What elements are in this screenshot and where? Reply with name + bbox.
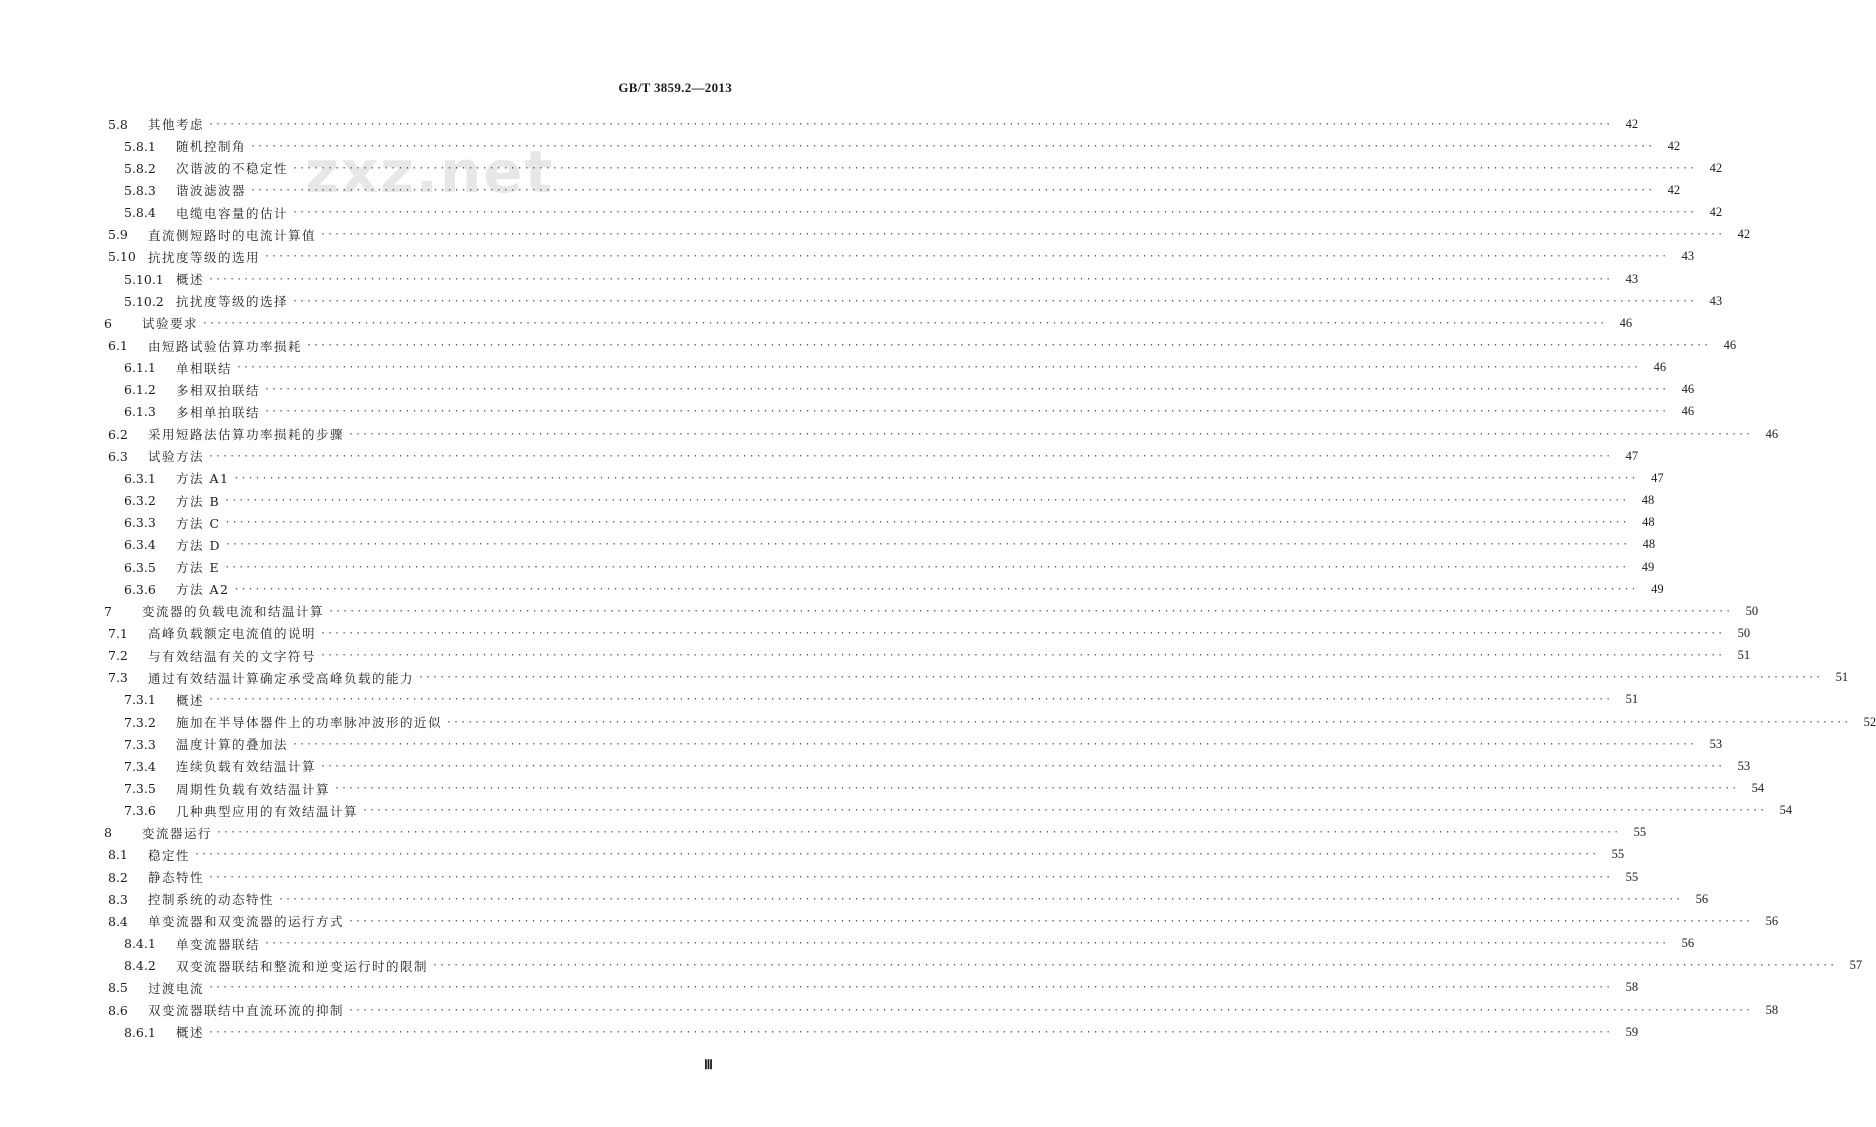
toc-entry[interactable] [108,336,1737,356]
toc-entry-page: 47 [1651,470,1664,485]
toc-entry-title: 抗扰度等级的选择 [176,294,289,310]
toc-entry[interactable] [108,668,1849,688]
toc-entry-page: 50 [1745,603,1759,618]
toc-leader-dots: ········································································································································································································ [292,162,1697,174]
toc-entry-number: 6 [104,315,112,331]
toc-entry-title: 方法 C [176,515,221,531]
toc-entry-page: 57 [1849,958,1863,973]
toc-entry-title: 与有效结温有关的文字符号 [148,648,317,664]
toc-entry[interactable] [124,557,1655,577]
toc-entry-title: 次谐波的不稳定性 [176,161,289,177]
toc-entry-number: 8.6.1 [124,1024,156,1040]
toc-leader-dots: ········································································································································································································ [224,517,1629,529]
toc-entry-title: 双变流器联结和整流和逆变运行时的限制 [176,958,429,974]
toc-leader-dots: ········································································································································································································ [264,384,1669,396]
toc-entry-title: 静态特性 [148,870,205,886]
toc-leader-dots: ········································································································································································································ [202,317,1607,329]
toc-entry-number: 5.10 [108,249,136,265]
toc-entry-number: 8.1 [108,847,128,863]
toc-entry-title: 单变流器联结 [176,936,261,952]
toc-entry[interactable] [108,424,1779,444]
toc-entry[interactable] [124,535,1656,555]
toc-entry-title: 由短路试验估算功率损耗 [148,338,303,354]
toc-entry-page: 46 [1681,382,1695,397]
toc-leader-dots: ········································································································································································································ [348,1004,1753,1016]
toc-entry-page: 59 [1625,1024,1639,1039]
toc-entry[interactable] [108,889,1709,909]
toc-leader-dots: ········································································································································································································ [306,340,1711,351]
toc-leader-dots: ········································································································································································································ [233,472,1638,484]
toc-entry-title: 单相联结 [176,360,233,376]
toc-entry-page: 50 [1737,625,1751,640]
toc-entry-title: 方法 A2 [176,582,230,598]
toc-entry[interactable] [124,380,1695,400]
toc-entry[interactable] [124,291,1723,311]
toc-entry-number: 7.3.6 [124,803,156,819]
toc-entry-page: 42 [1667,138,1681,153]
toc-entry[interactable] [124,158,1723,178]
toc-entry-page: 43 [1625,271,1639,286]
toc-entry-number: 8.4.1 [124,936,156,952]
toc-entry-number: 6.1.1 [124,360,156,376]
toc-entry-number: 8.4 [108,913,128,929]
toc-entry[interactable] [124,934,1695,954]
toc-entry-number: 8 [104,825,112,841]
toc-entry-page: 51 [1737,648,1751,663]
toc-entry-title: 其他考虑 [148,117,205,132]
toc-leader-dots: ········································································································································································································ [264,251,1669,263]
toc-leader-dots: ········································································································································································································ [194,849,1599,861]
toc-entry-page: 48 [1641,493,1655,508]
toc-entry-number: 7.3.5 [124,781,156,796]
toc-entry-page: 51 [1625,692,1639,707]
toc-entry-number: 6.3.4 [124,537,156,553]
toc-entry[interactable] [124,269,1639,289]
toc-leader-dots: ········································································································································································································ [320,229,1725,241]
toc-leader-dots: ········································································································································································································ [320,650,1725,662]
toc-entry-title: 施加在半导体器件上的功率脉冲波形的近似 [176,715,443,731]
toc-entry-page: 56 [1681,936,1695,951]
toc-leader-dots: ········································································································································································································ [208,871,1613,883]
toc-entry-page: 55 [1633,825,1647,840]
toc-entry-number: 8.2 [108,869,128,885]
toc-entry[interactable] [108,867,1639,887]
toc-entry[interactable] [108,247,1695,267]
toc-entry-page: 49 [1641,559,1655,574]
toc-entry[interactable] [124,712,1876,732]
toc-entry[interactable] [108,845,1625,865]
toc-entry-page: 46 [1653,360,1667,375]
toc-entry-title: 谐波滤波器 [176,183,247,199]
toc-leader-dots: ········································································································································································································ [362,805,1767,817]
toc-entry[interactable] [124,734,1723,754]
toc-entry-number: 7.2 [108,648,128,664]
toc-leader-dots: ········································································································································································································ [208,1026,1613,1038]
toc-entry-title: 周期性负载有效结温计算 [176,781,331,797]
toc-entry-page: 56 [1765,913,1779,928]
toc-leader-dots: ········································································································································································································ [208,694,1613,706]
toc-leader-dots: ········································································································································································································ [292,295,1697,307]
toc-entry-number: 6.3.3 [124,515,156,531]
toc-entry-title: 电缆电容量的估计 [176,205,289,221]
toc-leader-dots: ········································································································································································································ [233,583,1638,595]
toc-entry-number: 6.3.2 [124,493,156,509]
toc-entry-title: 连续负载有效结温计算 [176,759,317,775]
toc-entry-number: 7 [104,603,112,619]
toc-leader-dots: ········································································································································································································ [250,140,1655,152]
toc-entry[interactable] [124,1022,1639,1042]
toc-entry-page: 42 [1625,116,1639,131]
toc-entry[interactable] [108,646,1751,666]
toc-entry-page: 47 [1625,448,1639,463]
toc-entry-page: 58 [1765,1002,1779,1017]
toc-entry-page: 53 [1709,736,1723,751]
toc-entry-title: 稳定性 [148,847,191,863]
toc-entry-title: 试验方法 [148,449,205,465]
toc-leader-dots: ········································································································································································································ [348,428,1753,440]
toc-entry-page: 46 [1619,315,1633,330]
toc-entry-page: 54 [1751,781,1765,795]
toc-entry-number: 5.9 [108,227,128,243]
toc-leader-dots: ········································································································································································································ [250,184,1655,196]
toc-entry-page: 58 [1625,980,1639,995]
toc-entry[interactable] [124,690,1639,710]
toc-entry-page: 48 [1642,515,1655,530]
toc-entry-number: 5.8 [108,116,128,132]
toc-entry-title: 方法 A1 [176,471,230,487]
toc-entry-page: 42 [1737,227,1751,242]
toc-leader-dots: ········································································································································································································ [224,561,1629,573]
toc-entry-title: 变流器运行 [142,825,213,841]
toc-leader-dots: ········································································································································································································ [292,738,1697,750]
toc-entry-page: 42 [1667,182,1681,197]
toc-entry-page: 53 [1737,758,1751,773]
toc-entry[interactable] [124,779,1765,799]
toc-entry-number: 6.3.1 [124,470,156,486]
toc-entry-number: 5.10.1 [124,271,164,287]
toc-leader-dots: ········································································································································································································ [348,915,1753,927]
toc-leader-dots: ········································································································································································································ [236,362,1641,374]
toc-entry-title: 单变流器和双变流器的运行方式 [148,914,345,930]
watermark-text: zxz.net [305,138,555,206]
toc-entry[interactable] [124,491,1655,511]
toc-entry[interactable] [124,756,1751,776]
toc-leader-dots: ········································································································································································································ [208,982,1613,994]
toc-entry[interactable] [108,1000,1779,1020]
toc-leader-dots: ········································································································································································································ [328,605,1733,617]
toc-entry-title: 采用短路法估算功率损耗的步骤 [148,427,345,443]
toc-leader-dots: ········································································································································································································ [292,207,1697,219]
toc-entry-number: 5.10.2 [124,293,164,309]
toc-entry-number: 5.8.3 [124,182,156,198]
toc-entry-title: 方法 D [176,537,221,553]
toc-entry-title: 双变流器联结中直流环流的抑制 [148,1003,345,1018]
toc-entry[interactable] [104,601,1759,621]
toc-entry-number: 7.3.4 [124,758,156,774]
toc-leader-dots: ········································································································································································································ [224,495,1629,507]
toc-entry-title: 几种典型应用的有效结温计算 [176,803,359,819]
toc-entry-title: 概述 [176,692,205,708]
toc-entry-title: 方法 E [176,560,221,575]
toc-entry[interactable] [108,446,1639,466]
toc-entry-number: 6.3 [108,448,128,464]
toc-entry-title: 随机控制角 [176,139,247,155]
toc-entry-title: 多相单拍联结 [176,404,261,420]
toc-leader-dots: ········································································································································································································ [446,716,1851,728]
toc-entry-number: 7.1 [108,625,128,641]
toc-entry[interactable] [124,136,1681,156]
toc-entry-title: 温度计算的叠加法 [176,737,289,753]
toc-entry[interactable] [124,402,1695,422]
toc-entry-page: 43 [1709,293,1723,308]
toc-leader-dots: ········································································································································································································ [208,118,1613,130]
toc-entry[interactable] [124,468,1664,488]
toc-entry-number: 7.3.1 [124,692,156,708]
toc-entry-number: 6.1.2 [124,382,156,398]
toc-entry[interactable] [124,203,1723,223]
toc-leader-dots: ········································································································································································································ [225,539,1630,551]
toc-entry-page: 46 [1765,426,1779,441]
toc-entry[interactable] [124,956,1863,976]
toc-entry-page: 51 [1835,670,1849,685]
toc-leader-dots: ········································································································································································································ [216,827,1621,839]
toc-entry[interactable] [108,114,1639,134]
toc-entry-title: 方法 B [176,493,221,509]
toc-entry-title: 直流侧短路时的电流计算值 [148,227,317,243]
toc-entry[interactable] [124,579,1664,599]
toc-leader-dots: ········································································································································································································ [208,273,1613,285]
toc-entry-number: 7.3.2 [124,714,156,730]
toc-entry-title: 抗扰度等级的选用 [148,249,261,265]
toc-entry-title: 过渡电流 [148,980,205,996]
toc-entry-title: 变流器的负载电流和结温计算 [142,604,325,620]
toc-entry-page: 48 [1642,537,1656,552]
toc-entry-page: 42 [1709,205,1723,220]
standard-number-header: GB/T 3859.2—2013 [618,80,732,95]
toc-entry-number: 8.6 [108,1002,128,1018]
toc-entry-number: 7.3 [108,670,128,686]
toc-entry-number: 8.4.2 [124,958,156,974]
toc-entry[interactable] [124,801,1793,821]
toc-entry-number: 5.8.2 [124,160,156,176]
toc-entry-number: 6.1 [108,338,128,353]
toc-entry-page: 46 [1723,338,1737,352]
toc-entry-page: 54 [1779,803,1793,818]
toc-entry-number: 6.3.6 [124,581,156,597]
page-number-roman: Ⅲ [704,1057,713,1072]
toc-entry[interactable] [104,313,1633,333]
toc-entry-title: 高峰负载额定电流值的说明 [148,626,317,642]
toc-entry[interactable] [108,623,1751,643]
toc-entry-title: 多相双拍联结 [176,382,261,398]
toc-entry-title: 概述 [176,272,205,288]
toc-entry-page: 56 [1695,891,1709,906]
toc-entry-number: 5.8.4 [124,205,156,221]
toc-entry[interactable] [108,978,1639,998]
toc-entry[interactable] [104,823,1647,843]
toc-leader-dots: ········································································································································································································ [208,450,1613,462]
toc-entry[interactable] [108,225,1751,245]
toc-entry[interactable] [108,911,1779,931]
toc-entry-number: 6.3.5 [124,559,156,575]
toc-entry-page: 52 [1863,714,1876,729]
toc-entry-page: 55 [1625,869,1639,884]
toc-entry[interactable] [124,180,1681,200]
toc-leader-dots: ········································································································································································································ [432,960,1837,972]
toc-entry-title: 通过有效结温计算确定承受高峰负载的能力 [148,670,415,686]
toc-leader-dots: ········································································································································································································ [320,760,1725,772]
toc-leader-dots: ········································································································································································································ [334,783,1739,794]
toc-entry-page: 42 [1709,160,1723,175]
toc-entry-number: 5.8.1 [124,138,156,154]
toc-leader-dots: ········································································································································································································ [278,893,1683,905]
toc-entry[interactable] [124,358,1667,378]
toc-entry-title: 控制系统的动态特性 [148,892,275,908]
toc-entry-number: 7.3.3 [124,736,156,752]
toc-entry-page: 55 [1611,847,1625,862]
toc-entry-title: 概述 [176,1025,205,1041]
toc-entry-page: 46 [1681,404,1695,419]
toc-entry-title: 试验要求 [142,316,199,332]
toc-entry-page: 49 [1651,581,1664,596]
toc-entry-number: 8.3 [108,891,128,907]
toc-entry[interactable] [124,513,1655,533]
toc-leader-dots: ········································································································································································································ [264,938,1669,950]
toc-entry-number: 6.2 [108,426,128,442]
toc-leader-dots: ········································································································································································································ [418,672,1823,684]
toc-entry-page: 43 [1681,249,1695,264]
toc-entry-number: 8.5 [108,980,128,996]
toc-leader-dots: ········································································································································································································ [320,627,1725,639]
toc-leader-dots: ········································································································································································································ [264,406,1669,418]
toc-entry-number: 6.1.3 [124,404,156,420]
